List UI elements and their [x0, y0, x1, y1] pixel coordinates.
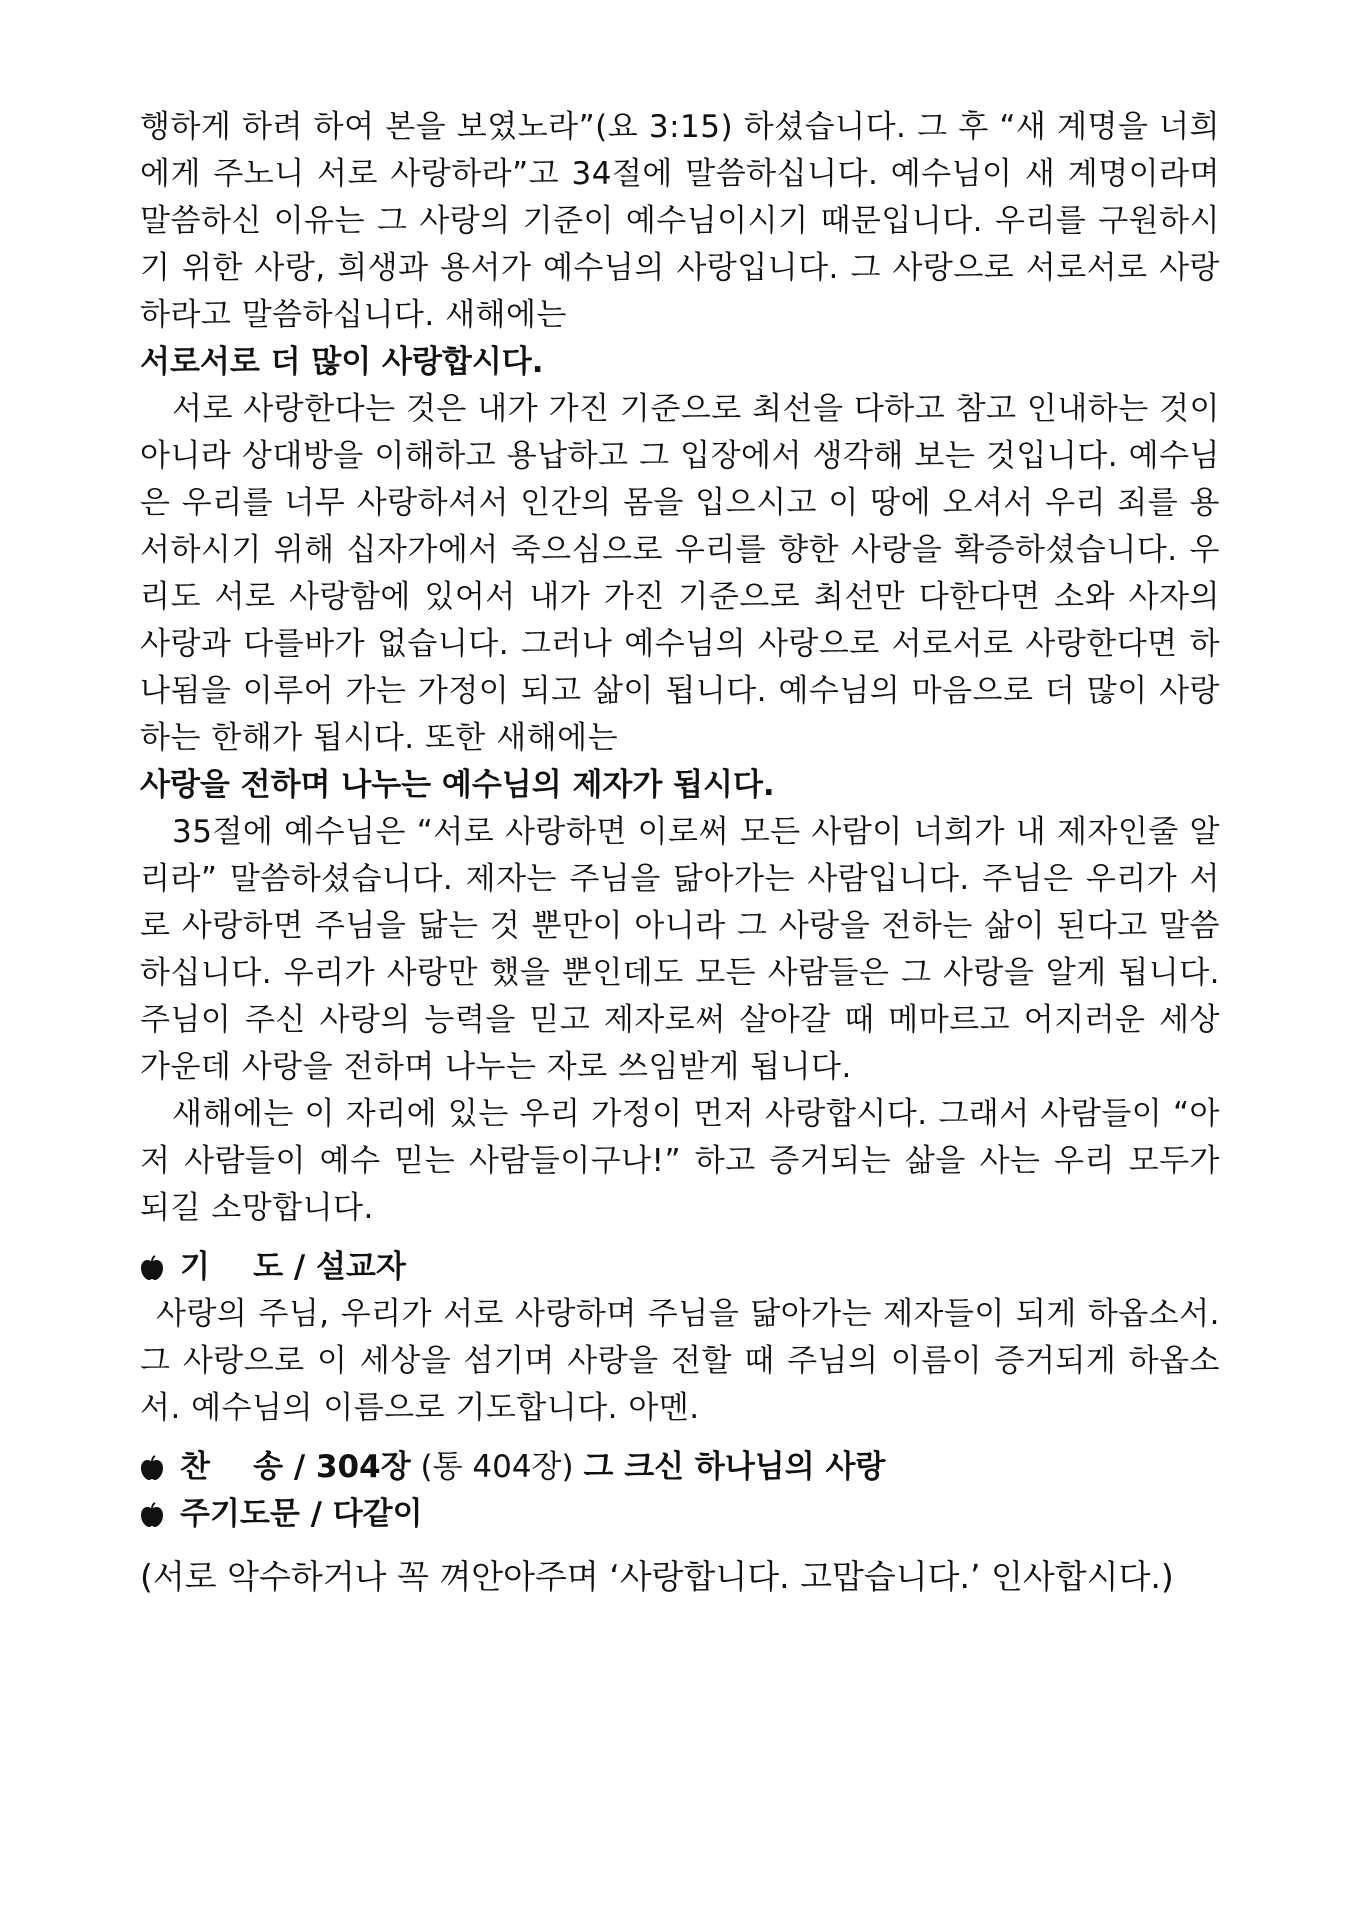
- hymn-separator: /: [283, 1449, 316, 1485]
- lords-prayer-separator: /: [299, 1496, 333, 1532]
- document-body: [140, 104, 1220, 1602]
- apple-icon: [140, 1502, 164, 1528]
- intro-paragraph: 행하게 하려 하여 본을 보였노라”(요 3:15) 하셨습니다. 그 후 “새 계명을 너희에게 주노니 서로 사랑하라”고 34절에 말씀하십니다. 예수님이 새 계명이라며 말씀하신 이유는 그 사랑의 기준이 예수님이시기 때문입니다. 우리를 구원하시기 위한 사랑, 희생과 용서가 예수님의 사랑입니다. 그 사랑으로 서로서로 사랑하라고 말씀하십니다. 새해에는: [140, 109, 1220, 333]
- body-paragraph-2: 35절에 예수님은 “서로 사랑하면 이로써 모든 사람이 너희가 내 제자인줄 알리라” 말씀하셨습니다. 제자는 주님을 닮아가는 사람입니다. 주님은 우리가 서로 사랑하면 주님을 닮는 것 뿐만이 아니라 그 사랑을 전하는 삶이 된다고 말씀하십니다. 우리가 사랑만 했을 뿐인데도 모든 사람들은 그 사랑을 알게 됩니다. 주님이 주신 사랑의 능력을 믿고 제자로써 살아갈 때 메마르고 어지러운 세상 가운데 사랑을 전하며 나누는 자로 쓰임받게 됩니다.: [140, 814, 1220, 1085]
- apple-icon: [140, 1455, 164, 1481]
- prayer-leader: 설교자: [315, 1249, 406, 1285]
- prayer-heading: [140, 1244, 1220, 1291]
- hymn-heading: [140, 1444, 1220, 1491]
- hymn-number: 304장: [315, 1449, 411, 1485]
- body-paragraph-3: 새해에는 이 자리에 있는 우리 가정이 먼저 사랑합시다. 그래서 사람들이 “아 저 사람들이 예수 믿는 사람들이구나!” 하고 증거되는 삶을 사는 우리 모두가 되길 소망합니다.: [140, 1096, 1220, 1226]
- heading-disciples: 사랑을 전하며 나누는 예수님의 제자가 됩시다.: [140, 767, 775, 803]
- lords-prayer-label: 주기도문: [180, 1496, 300, 1532]
- lords-prayer-heading: [140, 1491, 1220, 1538]
- body-paragraph-1: 서로 사랑한다는 것은 내가 가진 기준으로 최선을 다하고 참고 인내하는 것이 아니라 상대방을 이해하고 용납하고 그 입장에서 생각해 보는 것입니다. 예수님은 우리를 너무 사랑하셔서 인간의 몸을 입으시고 이 땅에 오셔서 우리 죄를 용서하시기 위해 십자가에서 죽으심으로 우리를 향한 사랑을 확증하셨습니다. 우리도 서로 사랑함에 있어서 내가 가진 기준으로 최선만 다한다면 소와 사자의 사랑과 다를바가 없습니다. 그러나 예수님의 사랑으로 서로서로 사랑한다면 하나됨을 이루어 가는 가정이 되고 삶이 됩니다. 예수님의 마음으로 더 많이 사랑하는 한해가 됩시다. 또한 새해에는: [140, 391, 1220, 756]
- lords-prayer-who: 다같이: [332, 1496, 423, 1532]
- apple-icon: [140, 1255, 164, 1281]
- prayer-label: 기 도: [180, 1249, 284, 1285]
- hymn-old-number: (통 404장): [410, 1449, 584, 1485]
- prayer-text: 사랑의 주님, 우리가 서로 사랑하며 주님을 닮아가는 제자들이 되게 하옵소서. 그 사랑으로 이 세상을 섬기며 사랑을 전할 때 주님의 이름이 증거되게 하옵소서. 예수님의 이름으로 기도합니다. 아멘.: [140, 1296, 1220, 1426]
- closing-instruction: (서로 악수하거나 꼭 껴안아주며 ‘사랑합니다. 고맙습니다.’ 인사합시다.): [140, 1557, 1174, 1596]
- hymn-title: 그 크신 하나님의 사랑: [583, 1449, 886, 1485]
- prayer-separator: /: [283, 1249, 316, 1285]
- heading-love-more: 서로서로 더 많이 사랑합시다.: [140, 344, 544, 380]
- hymn-label: 찬 송: [180, 1449, 284, 1485]
